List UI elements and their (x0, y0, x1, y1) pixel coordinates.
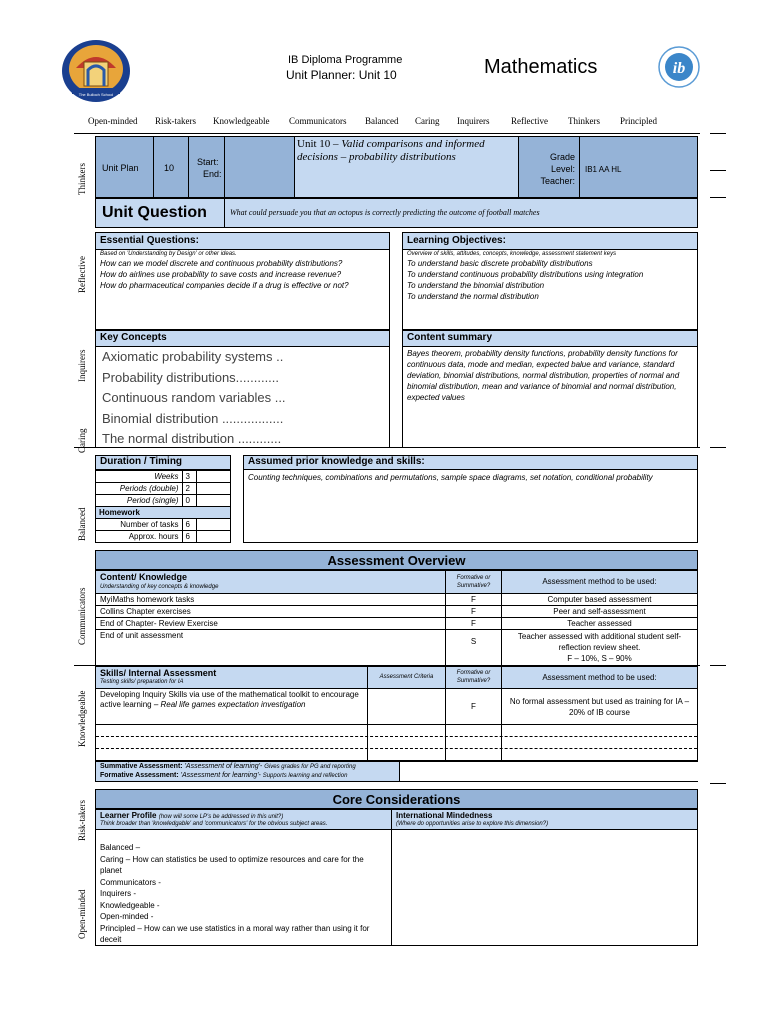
key-concept: The normal distribution ............ (102, 431, 282, 446)
periods-double-value: 2 (182, 483, 196, 495)
divider (710, 133, 726, 134)
planner-title: Unit Planner: Unit 10 (286, 68, 397, 82)
side-label-risk-takers: Risk-takers (77, 800, 87, 841)
assessment-item: MyiMaths homework tasks (100, 595, 195, 604)
skills-title: Skills/ Internal Assessment (100, 668, 217, 678)
learner-profile-list (100, 842, 386, 946)
key-concepts-title: Key Concepts (100, 332, 167, 343)
list-item: Balanced – (100, 843, 141, 852)
method-label: Assessment method to be used: (542, 673, 657, 682)
formative-key: Formative Assessment: 'Assessment for learning'- Supports learning and reflection (100, 772, 348, 779)
learning-objectives-title: Learning Objectives: (407, 235, 506, 246)
unit-question-row (95, 198, 698, 228)
divider (710, 197, 726, 198)
international-mindedness-title: International Mindedness (396, 811, 493, 820)
skills-assessment-box (95, 666, 698, 761)
core-title-bar (95, 789, 698, 809)
key-concepts-box (95, 330, 390, 448)
divider (710, 170, 726, 171)
key-concept: Probability distributions............ (102, 369, 280, 385)
assessment-fs: F (471, 619, 476, 628)
assessment-item: End of unit assessment (100, 631, 184, 640)
content-summary-text: Bayes theorem, probability density functions, probability density functions for continuous data, mode and median, expected balue and variance, standard deviation, binomial distributions, normal distribution, properties of normal and binomial distribution, mean and variance of binomial and normal distribution, expected values (407, 349, 680, 402)
weeks-value: 3 (182, 471, 196, 483)
method-label: Assessment method to be used: (542, 577, 657, 586)
learning-objective: To understand the normal distribution (407, 292, 539, 301)
criteria-label: Assessment Criteria (379, 674, 434, 680)
international-mindedness-subtitle: (Where do opportunities arise to explore this dimension?) (396, 821, 549, 827)
duration-title: Duration / Timing (100, 456, 183, 467)
side-label-caring: Caring (77, 428, 87, 453)
period-single-value: 0 (182, 495, 196, 507)
logo-caption: The Bulloch School (78, 92, 114, 97)
assessment-method: Computer based assessment (547, 595, 652, 604)
content-summary-box (402, 330, 698, 448)
assessment-key (95, 761, 698, 782)
side-label-knowledgeable: Knowledgeable (77, 690, 87, 747)
side-label-communicators: Communicators (77, 587, 87, 645)
formative-summative-label: Formative or Summative? (456, 575, 491, 589)
essential-questions-box (95, 232, 390, 330)
prior-knowledge-box (243, 455, 698, 543)
attribute: Reflective (511, 116, 548, 126)
attribute: Knowledgeable (213, 116, 270, 126)
divider (74, 133, 700, 134)
learner-profile-title: Learner Profile (how will some LP's be addressed in this unit?) (100, 811, 284, 820)
core-title: Core Considerations (332, 792, 461, 807)
attributes-row (88, 116, 668, 128)
skills-item: Developing Inquiry Skills via use of the mathematical toolkit to encourage active learning – Real life games expectation investigation (100, 690, 359, 709)
list-item: Inquirers - (100, 889, 137, 898)
assessment-fs: F (471, 607, 476, 616)
programme-title: IB Diploma Programme (288, 54, 403, 66)
unit-question-label: Unit Question (102, 204, 207, 221)
hours-label: Approx. hours (96, 531, 182, 543)
period-single-label: Period (single) (96, 495, 182, 507)
key-concept: Binomial distribution ................. (102, 410, 284, 426)
attribute: Balanced (365, 116, 399, 126)
unit-plan-row (95, 136, 698, 198)
divider (710, 665, 726, 666)
key-concept: Continuous random variables ... (102, 390, 286, 405)
content-knowledge-subtitle: Understanding of key concepts & knowledge (100, 584, 219, 590)
essential-question: How can we model discrete and continuous probability distributions? (100, 259, 343, 268)
content-assessment-box (95, 570, 698, 666)
assessment-title-bar (95, 550, 698, 570)
learner-profile-subtitle: Think broader than 'knowledgable' and 'communicators' for the obvious subject areas. (100, 821, 328, 827)
side-label-open-minded: Open-minded (77, 889, 87, 939)
essential-question: How do pharmaceutical companies decide if a drug is effective or not? (100, 281, 349, 290)
skills-subtitle: Testing skills/ preparation for IA (100, 679, 184, 685)
list-item: Caring – How can statistics be used to optimize resources and care for the planet (100, 854, 364, 875)
teacher-label: Teacher: (540, 176, 575, 186)
learning-objectives-subtitle: Overview of skills, attitudes, concepts, knowledge, assessment statement keys (407, 251, 617, 257)
prior-knowledge-title: Assumed prior knowledge and skills: (248, 456, 425, 467)
assessment-title: Assessment Overview (327, 553, 466, 568)
assessment-fs: S (470, 637, 477, 646)
learning-objectives-box (402, 232, 698, 330)
assessment-method: Teacher assessed (567, 619, 632, 628)
attribute: Inquirers (457, 116, 490, 126)
essential-questions-title: Essential Questions: (100, 235, 199, 246)
grade-label: Grade (549, 152, 575, 162)
attribute: Principled (620, 116, 657, 126)
divider (710, 783, 726, 784)
attribute: Communicators (289, 116, 347, 126)
attribute: Risk-takers (155, 116, 196, 126)
unit-title: Unit 10 – Valid comparisons and informed decisions – probability distributions (297, 138, 485, 163)
summative-key: Summative Assessment: 'Assessment of learning'- Gives grades for PG and reporting (100, 763, 356, 770)
duration-box (95, 455, 231, 543)
core-box (95, 809, 698, 946)
side-label-thinkers: Thinkers (77, 163, 87, 195)
side-label-balanced: Balanced (77, 507, 87, 541)
list-item: Knowledgeable - (100, 900, 160, 910)
list-item: Communicators - (100, 877, 161, 887)
end-label: End: (203, 169, 222, 179)
content-knowledge-title: Content/ Knowledge (100, 572, 187, 582)
duration-table (96, 470, 230, 543)
start-label: Start: (197, 157, 219, 167)
learning-objective: To understand basic discrete probability distributions (407, 259, 593, 268)
side-label-inquirers: Inquirers (77, 349, 87, 382)
assessment-fs: F (471, 595, 476, 604)
attribute: Thinkers (568, 116, 600, 126)
side-label-reflective: Reflective (77, 256, 87, 293)
assessment-weights: F – 10%, S – 90% (567, 654, 632, 663)
subject-title: Mathematics (484, 56, 598, 78)
skills-fs: F (471, 702, 476, 711)
weeks-label: Weeks (96, 471, 182, 483)
unit-question-text: What could persuade you that an octopus is correctly predicting the outcome of football matches (230, 208, 540, 217)
attribute: Open-minded (88, 116, 138, 126)
learning-objective: To understand continuous probability distributions using integration (407, 270, 644, 279)
assessment-item: Collins Chapter exercises (100, 607, 191, 616)
periods-double-label: Periods (double) (96, 483, 182, 495)
svg-text:ib: ib (672, 60, 686, 77)
homework-title: Homework (96, 507, 230, 519)
key-concept: Axiomatic probability systems .. (102, 349, 284, 364)
hours-value: 6 (182, 531, 196, 543)
attribute: Caring (415, 116, 440, 126)
assessment-item: End of Chapter- Review Exercise (100, 619, 218, 628)
assessment-method: Teacher assessed with additional student self-reflection review sheet. (517, 632, 682, 652)
skills-method: No formal assessment but used as training for IA – 20% of IB course (509, 697, 690, 717)
tasks-label: Number of tasks (96, 519, 182, 531)
grade-value: IB1 AA HL (585, 165, 622, 174)
unit-number: 10 (164, 163, 175, 173)
tasks-value: 6 (182, 519, 196, 531)
level-label: Level: (550, 164, 575, 174)
assessment-method: Peer and self-assessment (553, 607, 646, 616)
list-item: Open-minded - (100, 912, 154, 921)
essential-question: How do airlines use probability to save costs and increase revenue? (100, 270, 342, 279)
divider (710, 447, 726, 448)
prior-knowledge-text: Counting techniques, combinations and permutations, sample space diagrams, set notation, conditional probability (248, 473, 653, 482)
list-item: Principled – How can we use statistics in a moral way rather than using it for deceit (100, 923, 370, 944)
learning-objective: To understand the binomial distribution (407, 281, 545, 290)
unit-plan-label: Unit Plan (102, 163, 139, 173)
content-summary-title: Content summary (407, 332, 493, 343)
essential-questions-subtitle: Based on 'Understanding by Design' or other ideas. (100, 251, 237, 257)
ib-logo (658, 44, 700, 90)
formative-summative-label: Formative or Summative? (456, 670, 491, 684)
